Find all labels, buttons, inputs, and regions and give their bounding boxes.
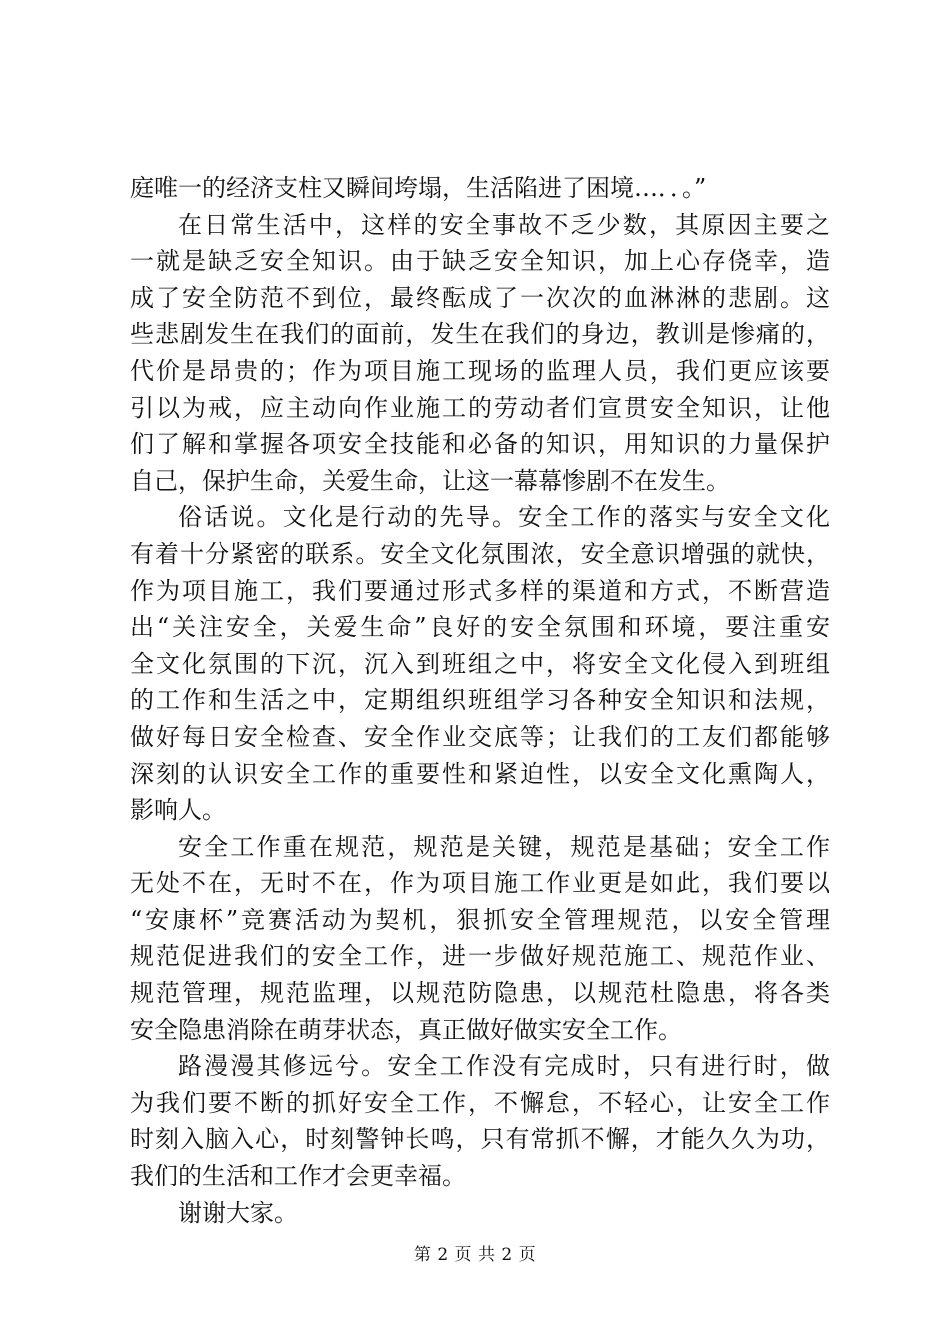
text-line: 深刻的认识安全工作的重要性和紧迫性，以安全文化熏陶人， <box>130 759 830 788</box>
text-line: 做好每日安全检查、安全作业交底等；让我们的工友们都能够 <box>130 722 830 751</box>
text-line: 安全隐患消除在萌芽状态，真正做好做实安全工作。 <box>130 1015 682 1044</box>
text-line: 我们的生活和工作才会更幸福。 <box>130 1162 466 1191</box>
text-line: 的工作和生活之中，定期组织班组学习各种安全知识和法规， <box>130 686 830 715</box>
text-line: 庭唯一的经济支柱又瞬间垮塌，生活陷进了困境…．．。” <box>130 174 707 202</box>
text-line: 出“关注安全，关爱生命”良好的安全氛围和环境，要注重安 <box>130 613 830 642</box>
text-line: “安康杯”竞赛活动为契机，狠抓安全管理规范，以安全管理 <box>130 905 830 934</box>
text-line: 全文化氛围的下沉，沉入到班组之中，将安全文化侵入到班组 <box>130 649 830 678</box>
text-line: 为我们要不断的抓好安全工作，不懈怠，不轻心，让安全工作 <box>130 1088 830 1117</box>
text-line: 俗话说。文化是行动的先导。安全工作的落实与安全文化 <box>178 503 830 532</box>
page-number-footer: 第 2 页 共 2 页 <box>413 1245 537 1265</box>
text-line: 规范促进我们的安全工作，进一步做好规范施工、规范作业、 <box>130 942 830 971</box>
text-line: 影响人。 <box>130 796 226 825</box>
text-line: 们了解和掌握各项安全技能和必备的知识，用知识的力量保护 <box>130 430 830 459</box>
text-line: 无处不在，无时不在，作为项目施工作业更是如此，我们要以 <box>130 869 830 898</box>
text-line: 时刻入脑入心，时刻警钟长鸣，只有常抓不懈，才能久久为功， <box>130 1125 830 1154</box>
text-line: 在日常生活中，这样的安全事故不乏少数，其原因主要之 <box>178 210 830 239</box>
document-body <box>130 170 830 1231</box>
text-line: 自己，保护生命，关爱生命，让这一幕幕惨剧不在发生。 <box>130 466 730 495</box>
text-line: 成了安全防范不到位，最终酝成了一次次的血淋淋的悲剧。这 <box>130 283 830 312</box>
text-line: 路漫漫其修远兮。安全工作没有完成时，只有进行时，做 <box>178 1052 830 1081</box>
text-line: 谢谢大家。 <box>178 1198 298 1227</box>
text-line: 引以为戒，应主动向作业施工的劳动者们宣贯安全知识，让他 <box>130 393 830 422</box>
text-line: 有着十分紧密的联系。安全文化氛围浓，安全意识增强的就快， <box>130 539 830 568</box>
text-line: 代价是昂贵的；作为项目施工现场的监理人员，我们更应该要 <box>130 356 830 385</box>
text-line: 规范管理，规范监理，以规范防隐患，以规范杜隐患，将各类 <box>130 979 830 1008</box>
text-line: 一就是缺乏安全知识。由于缺乏安全知识，加上心存侥幸，造 <box>130 247 830 276</box>
text-line: 作为项目施工，我们要通过形式多样的渠道和方式，不断营造 <box>130 576 830 605</box>
text-line: 安全工作重在规范，规范是关键，规范是基础；安全工作 <box>178 832 830 861</box>
text-line: 些悲剧发生在我们的面前，发生在我们的身边，教训是惨痛的， <box>130 320 830 349</box>
